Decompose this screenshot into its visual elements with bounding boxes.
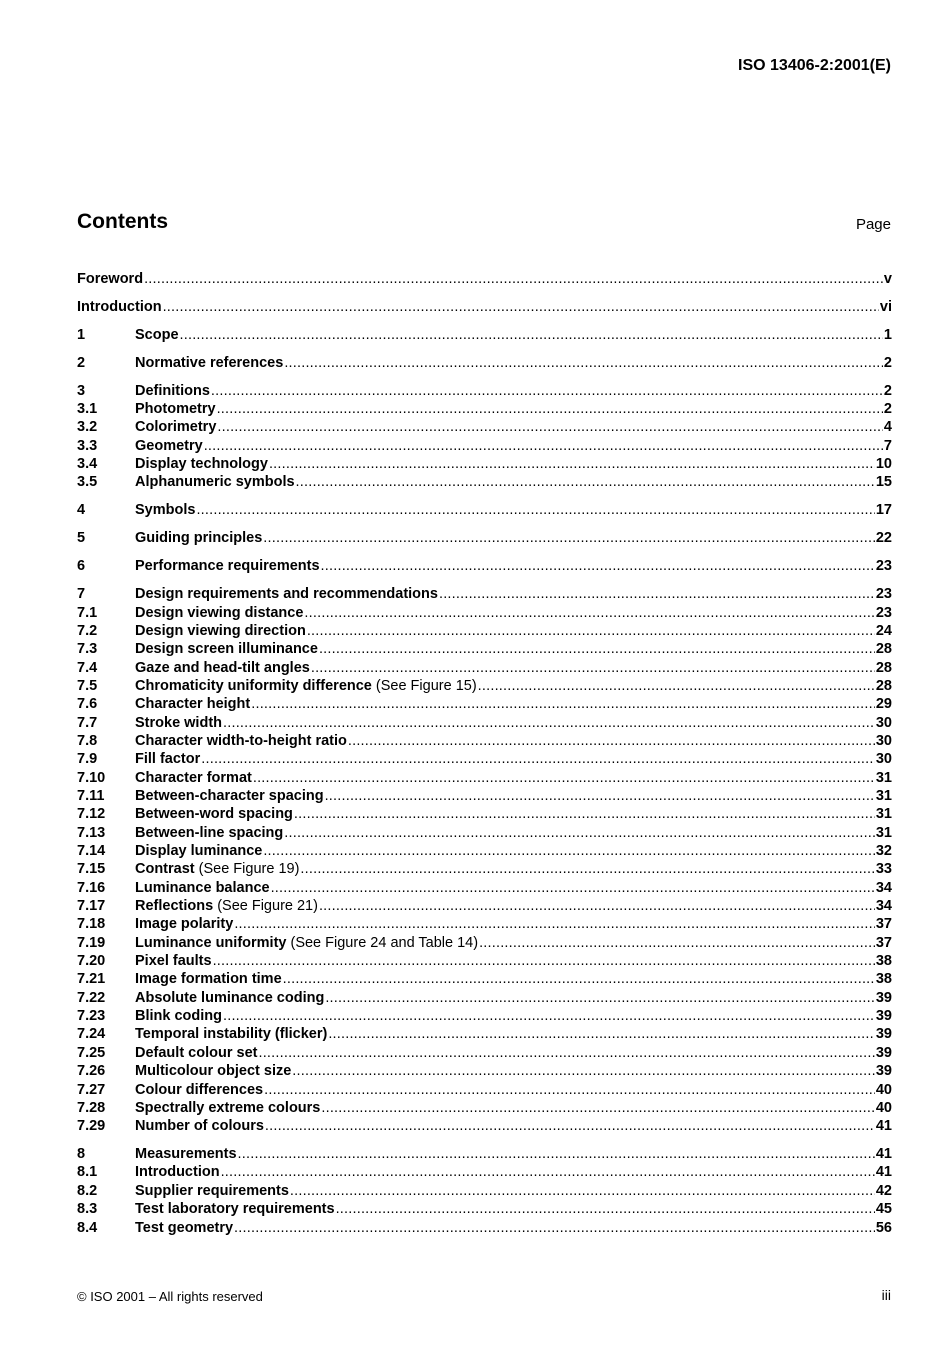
toc-dot-leader [283, 970, 875, 988]
toc-entry-title-text: Absolute luminance coding [135, 989, 325, 1006]
toc-dot-leader [325, 989, 875, 1007]
toc-entry-title-text: Gaze and head-tilt angles [135, 659, 310, 676]
toc-dot-leader [271, 879, 875, 897]
toc-entry-title [135, 1182, 289, 1200]
toc-entry-title-text: Character format [135, 769, 252, 786]
toc-entry[interactable] [77, 915, 892, 933]
toc-entry-page: 41 [875, 1146, 892, 1163]
toc-entry-title [135, 326, 179, 344]
toc-dot-leader [217, 400, 883, 418]
toc-entry[interactable] [77, 805, 892, 823]
toc-entry-number: 3.3 [77, 437, 98, 454]
toc-entry-title [135, 437, 203, 455]
toc-entry-number: 7.24 [77, 1026, 106, 1043]
toc-entry-page: 31 [875, 788, 892, 804]
toc-entry-title [135, 1200, 335, 1218]
toc-entry-number: 8.3 [77, 1201, 98, 1218]
toc-entry-page: 24 [875, 622, 892, 639]
toc-entry-title-text: Contrast [135, 861, 195, 878]
toc-entry-number: 4 [77, 502, 86, 519]
toc-dot-leader [269, 455, 875, 473]
toc-dot-leader [478, 677, 875, 695]
toc-entry-page: 38 [875, 971, 892, 988]
toc-entry-title-text: Colorimetry [135, 419, 217, 436]
toc-entry-page: 22 [875, 530, 892, 547]
toc-dot-leader [292, 1062, 875, 1080]
toc-entry-title-text: Test laboratory requirements [135, 1201, 335, 1218]
toc-dot-leader [296, 473, 875, 491]
toc-entry-title [135, 677, 477, 695]
toc-dot-leader [263, 842, 875, 860]
toc-entry-page: 33 [875, 861, 892, 878]
toc-entry-title-text: Design screen illuminance [135, 641, 318, 658]
toc-dot-leader [284, 354, 883, 372]
toc-entry-page: 40 [875, 1081, 892, 1098]
toc-entry-number: 7.28 [77, 1099, 106, 1116]
toc-entry[interactable] [77, 604, 892, 622]
toc-entry-page: 10 [875, 456, 892, 473]
toc-entry-title-text: Photometry [135, 401, 216, 418]
toc-entry-title-text: Colour differences [135, 1081, 264, 1098]
toc-entry-title-text: Stroke width [135, 714, 223, 731]
toc-entry[interactable] [77, 1145, 892, 1163]
toc-entry-page: 39 [875, 989, 892, 1006]
toc-entry-title-text: Blink coding [135, 1008, 222, 1025]
toc-entry-title-text: Test geometry [135, 1219, 234, 1236]
toc-dot-leader [263, 529, 875, 547]
toc-entry-page: 38 [875, 953, 892, 970]
toc-dot-leader [217, 418, 883, 436]
toc-dot-leader [211, 382, 883, 400]
toc-dot-leader [144, 270, 883, 288]
toc-entry-title [135, 1062, 291, 1080]
toc-dot-leader [258, 1044, 874, 1062]
toc-entry-page: 41 [875, 1164, 892, 1181]
toc-entry[interactable] [77, 1200, 892, 1218]
toc-entry-title-text: Introduction [135, 1164, 220, 1181]
toc-dot-leader [336, 1200, 875, 1218]
toc-entry[interactable] [77, 934, 892, 952]
toc-entry-title-text: Display technology [135, 456, 268, 473]
toc-entry-title-text: Scope [135, 326, 179, 343]
toc-entry-title [135, 1117, 264, 1135]
toc-dot-leader [253, 769, 875, 787]
toc-entry-number: 7.17 [77, 898, 106, 915]
toc-entry-number: 7.9 [77, 751, 98, 768]
toc-entry-title [135, 382, 210, 400]
toc-entry-number: 3.5 [77, 474, 98, 491]
toc-entry-number: 7.6 [77, 696, 98, 713]
toc-entry[interactable] [77, 787, 892, 805]
toc-entry-title-text: Between-word spacing [135, 806, 293, 823]
toc-entry[interactable] [77, 897, 892, 915]
toc-dot-leader [304, 604, 874, 622]
toc-entry-number: 2 [77, 354, 86, 371]
footer-copyright: © ISO 2001 – All rights reserved [77, 1289, 263, 1304]
toc-entry-title-text: Normative references [135, 354, 284, 371]
toc-entry-title-text: Image polarity [135, 916, 234, 933]
toc-dot-leader [223, 1007, 875, 1025]
toc-entry[interactable] [77, 326, 892, 344]
toc-dot-leader [328, 1025, 875, 1043]
toc-entry-number: 8 [77, 1146, 86, 1163]
toc-dot-leader [196, 501, 874, 519]
toc-entry-title [135, 1219, 233, 1237]
toc-dot-leader [251, 695, 875, 713]
toc-entry-page: 56 [875, 1219, 892, 1236]
toc-dot-leader [284, 824, 875, 842]
toc-entry-title [135, 455, 268, 473]
toc-entry-page: vi [879, 298, 892, 315]
toc-entry[interactable] [77, 1117, 892, 1135]
toc-entry-page: 17 [875, 502, 892, 519]
toc-entry[interactable] [77, 1182, 892, 1200]
toc-entry-title-text: Design viewing direction [135, 622, 306, 639]
toc-dot-leader [163, 298, 879, 316]
toc-entry-number: 7.25 [77, 1044, 106, 1061]
toc-entry-number: 7.1 [77, 604, 98, 621]
toc-entry[interactable] [77, 1025, 892, 1043]
toc-entry[interactable] [77, 714, 892, 732]
toc-dot-leader [321, 557, 875, 575]
toc-entry-page: 2 [883, 401, 892, 418]
contents-title: Contents [77, 210, 168, 233]
toc-entry[interactable] [77, 1062, 892, 1080]
toc-entry-number: 7.7 [77, 714, 98, 731]
toc-entry[interactable] [77, 1219, 892, 1237]
toc-dot-leader [319, 897, 875, 915]
toc-entry-title [135, 473, 295, 491]
toc-entry-title [135, 1044, 257, 1062]
toc-dot-leader [234, 915, 875, 933]
toc-entry-number: 8.2 [77, 1182, 98, 1199]
toc-entry-page: 7 [883, 437, 892, 454]
toc-entry-title-text: Chromaticity uniformity difference [135, 677, 372, 694]
toc-entry-number: 7.10 [77, 769, 106, 786]
toc-entry-title-text: Between-character spacing [135, 788, 324, 804]
toc-entry-title [135, 787, 324, 805]
toc-entry[interactable] [77, 1099, 892, 1117]
toc-entry-title-text: Guiding principles [135, 530, 263, 547]
toc-entry[interactable] [77, 732, 892, 750]
toc-entry-title [135, 732, 347, 750]
toc-entry-number: 7.12 [77, 806, 106, 823]
toc-entry-title-text: Spectrally extreme colours [135, 1099, 321, 1116]
toc-entry[interactable] [77, 354, 892, 372]
table-of-contents [77, 270, 892, 1237]
toc-entry[interactable] [77, 529, 892, 547]
toc-entry-title [77, 270, 143, 288]
page-column-label: Page [855, 216, 891, 233]
toc-entry-page: 37 [875, 916, 892, 933]
toc-entry[interactable] [77, 418, 892, 436]
toc-entry[interactable] [77, 298, 892, 316]
toc-entry-title [135, 604, 303, 622]
toc-dot-leader [294, 805, 875, 823]
toc-entry[interactable] [77, 1044, 892, 1062]
toc-entry[interactable] [77, 270, 892, 288]
toc-entry-title-text: Image formation time [135, 971, 282, 988]
toc-entry-note: (See Figure 24 and Table 14) [286, 934, 479, 951]
toc-entry[interactable] [77, 1007, 892, 1025]
toc-entry-title [135, 952, 212, 970]
toc-entry-page: 41 [875, 1118, 892, 1135]
toc-entry-title-text: Temporal instability (flicker) [135, 1026, 328, 1043]
toc-entry[interactable] [77, 952, 892, 970]
toc-entry-title [135, 418, 216, 436]
toc-entry-page: 42 [875, 1182, 892, 1199]
toc-entry-page: 31 [875, 806, 892, 823]
toc-entry-title [135, 879, 270, 897]
toc-entry-number: 7.23 [77, 1008, 106, 1025]
toc-entry-title [135, 529, 262, 547]
toc-entry-title-text: Foreword [77, 271, 144, 287]
toc-entry-note: (See Figure 15) [371, 677, 477, 694]
toc-entry-number: 7.29 [77, 1118, 106, 1135]
toc-entry-page: 39 [875, 1044, 892, 1061]
toc-dot-leader [300, 860, 874, 878]
toc-entry[interactable] [77, 501, 892, 519]
toc-entry-page: 15 [875, 474, 892, 491]
toc-entry-title [135, 897, 318, 915]
toc-entry[interactable] [77, 769, 892, 787]
toc-entry-title [135, 769, 252, 787]
toc-entry-number: 7.8 [77, 732, 98, 749]
toc-entry-page: 30 [875, 751, 892, 768]
toc-entry-page: 34 [875, 898, 892, 915]
toc-entry-title-text: Symbols [135, 502, 196, 519]
toc-dot-leader [265, 1117, 875, 1135]
toc-entry-title [135, 354, 283, 372]
toc-entry-number: 7 [77, 586, 86, 603]
toc-entry-page: 39 [875, 1026, 892, 1043]
toc-dot-leader [319, 640, 875, 658]
toc-entry-title-text: Display luminance [135, 843, 263, 860]
toc-entry-number: 8.4 [77, 1219, 98, 1236]
toc-entry[interactable] [77, 677, 892, 695]
toc-entry-page: 23 [875, 604, 892, 621]
toc-dot-leader [201, 750, 875, 768]
toc-entry[interactable] [77, 970, 892, 988]
toc-entry-page: 28 [875, 677, 892, 694]
toc-dot-leader [325, 787, 875, 805]
toc-entry-number: 7.21 [77, 971, 106, 988]
toc-entry[interactable] [77, 585, 892, 603]
toc-entry-title-text: Measurements [135, 1146, 237, 1163]
toc-entry-number: 7.16 [77, 879, 106, 896]
toc-entry[interactable] [77, 879, 892, 897]
toc-entry-number: 7.18 [77, 916, 106, 933]
toc-entry-title-text: Default colour set [135, 1044, 258, 1061]
toc-entry[interactable] [77, 695, 892, 713]
toc-entry-number: 3 [77, 382, 86, 399]
toc-entry-page: 40 [875, 1099, 892, 1116]
toc-entry-number: 3.1 [77, 401, 98, 418]
toc-entry-number: 7.26 [77, 1063, 106, 1080]
toc-entry[interactable] [77, 455, 892, 473]
toc-entry-number: 7.4 [77, 659, 98, 676]
toc-entry-page: 37 [875, 934, 892, 951]
toc-dot-leader [213, 952, 875, 970]
toc-entry-number: 6 [77, 558, 86, 575]
toc-entry-page: 28 [875, 659, 892, 676]
toc-entry-title [135, 1145, 237, 1163]
toc-entry-number: 7.20 [77, 953, 106, 970]
toc-entry-page: 30 [875, 732, 892, 749]
toc-entry-title-text: Luminance uniformity [135, 934, 287, 951]
toc-entry-title-text: Pixel faults [135, 953, 212, 970]
toc-entry-number: 7.14 [77, 843, 106, 860]
toc-entry[interactable] [77, 824, 892, 842]
toc-entry-page: v [883, 271, 892, 287]
toc-entry[interactable] [77, 400, 892, 418]
toc-entry-note: (See Figure 21) [213, 898, 318, 915]
toc-entry-title [135, 1025, 327, 1043]
toc-dot-leader [264, 1081, 875, 1099]
toc-dot-leader [439, 585, 875, 603]
toc-entry-title [135, 640, 318, 658]
toc-entry[interactable] [77, 382, 892, 400]
toc-entry-title [135, 501, 195, 519]
toc-dot-leader [234, 1219, 875, 1237]
toc-entry-title [77, 298, 162, 316]
toc-entry-number: 3.4 [77, 456, 98, 473]
toc-entry[interactable] [77, 659, 892, 677]
toc-entry-title [135, 915, 233, 933]
toc-entry-title [135, 805, 293, 823]
toc-entry-title-text: Supplier requirements [135, 1182, 289, 1199]
toc-dot-leader [221, 1163, 875, 1181]
toc-entry-number: 7.11 [77, 788, 105, 804]
toc-entry-number: 7.2 [77, 622, 98, 639]
toc-entry-title-text: Design viewing distance [135, 604, 304, 621]
toc-entry-title [135, 842, 262, 860]
toc-entry-number: 7.13 [77, 824, 106, 841]
toc-entry-page: 30 [875, 714, 892, 731]
toc-dot-leader [321, 1099, 874, 1117]
toc-entry-title-text: Performance requirements [135, 558, 320, 575]
toc-entry-title-text: Definitions [135, 382, 210, 399]
toc-entry[interactable] [77, 473, 892, 491]
toc-entry-title-text: Reflections [135, 898, 214, 915]
toc-entry-title [135, 695, 250, 713]
toc-entry-title-text: Fill factor [135, 751, 201, 768]
toc-entry-number: 7.15 [77, 861, 106, 878]
toc-entry-title [135, 400, 216, 418]
toc-entry-page: 2 [883, 382, 892, 399]
toc-entry-title-text: Multicolour object size [135, 1063, 292, 1080]
toc-dot-leader [348, 732, 875, 750]
toc-entry[interactable] [77, 640, 892, 658]
toc-entry-page: 28 [875, 641, 892, 658]
toc-entry[interactable] [77, 1081, 892, 1099]
toc-entry-title [135, 824, 283, 842]
toc-entry-number: 7.27 [77, 1081, 106, 1098]
toc-entry-number: 7.22 [77, 989, 106, 1006]
toc-entry-title [135, 557, 320, 575]
toc-entry[interactable] [77, 989, 892, 1007]
toc-entry[interactable] [77, 622, 892, 640]
toc-entry-title-text: Alphanumeric symbols [135, 474, 295, 491]
toc-entry-number: 1 [77, 326, 86, 343]
toc-entry-note: (See Figure 19) [194, 861, 300, 878]
toc-entry-title [135, 1007, 222, 1025]
toc-entry-title-text: Luminance balance [135, 879, 270, 896]
toc-entry-title [135, 934, 478, 952]
toc-dot-leader [204, 437, 883, 455]
toc-entry[interactable] [77, 1163, 892, 1181]
toc-entry-number: 3.2 [77, 419, 98, 436]
toc-entry-title [135, 1163, 220, 1181]
toc-dot-leader [180, 326, 883, 344]
toc-dot-leader [290, 1182, 875, 1200]
toc-dot-leader [307, 622, 875, 640]
toc-entry-title-text: Number of colours [135, 1118, 264, 1135]
toc-entry-title [135, 750, 200, 768]
toc-entry-page: 4 [883, 419, 892, 436]
toc-entry-title-text: Character width-to-height ratio [135, 732, 347, 749]
page-header-doc-id: ISO 13406-2:2001(E) [738, 57, 891, 74]
toc-entry-page: 1 [883, 326, 892, 343]
toc-entry-page: 32 [875, 843, 892, 860]
toc-entry-page: 23 [875, 558, 892, 575]
toc-entry-page: 23 [875, 586, 892, 603]
toc-entry-title [135, 585, 438, 603]
toc-entry-page: 39 [875, 1008, 892, 1025]
toc-entry-page: 45 [875, 1201, 892, 1218]
toc-entry-number: 8.1 [77, 1164, 98, 1181]
toc-entry-title [135, 714, 222, 732]
toc-entry-title-text: Between-line spacing [135, 824, 284, 841]
toc-entry-title [135, 989, 324, 1007]
toc-entry[interactable] [77, 750, 892, 768]
toc-dot-leader [238, 1145, 875, 1163]
toc-entry-title [135, 860, 299, 878]
toc-dot-leader [479, 934, 875, 952]
toc-entry[interactable] [77, 557, 892, 575]
toc-entry-page: 2 [883, 354, 892, 371]
toc-dot-leader [311, 659, 875, 677]
toc-entry[interactable] [77, 842, 892, 860]
toc-dot-leader [223, 714, 875, 732]
toc-entry-title-text: Introduction [77, 298, 162, 315]
toc-entry-title [135, 1099, 320, 1117]
toc-entry-title-text: Character height [135, 696, 251, 713]
toc-entry-title [135, 1081, 263, 1099]
toc-entry-number: 7.19 [77, 934, 106, 951]
toc-entry[interactable] [77, 437, 892, 455]
toc-entry-title [135, 970, 282, 988]
toc-entry-title [135, 659, 310, 677]
toc-entry[interactable] [77, 860, 892, 878]
toc-entry-page: 34 [875, 879, 892, 896]
toc-entry-page: 31 [875, 769, 892, 786]
toc-entry-number: 7.5 [77, 677, 98, 694]
toc-entry-title-text: Geometry [135, 437, 203, 454]
toc-entry-title [135, 622, 306, 640]
toc-entry-number: 5 [77, 530, 86, 547]
footer-page-number: iii [881, 1287, 891, 1303]
toc-entry-title-text: Design requirements and recommendations [135, 586, 438, 603]
toc-entry-number: 7.3 [77, 641, 98, 658]
toc-entry-page: 39 [875, 1063, 892, 1080]
toc-entry-page: 29 [875, 696, 892, 713]
toc-entry-page: 31 [875, 824, 892, 841]
